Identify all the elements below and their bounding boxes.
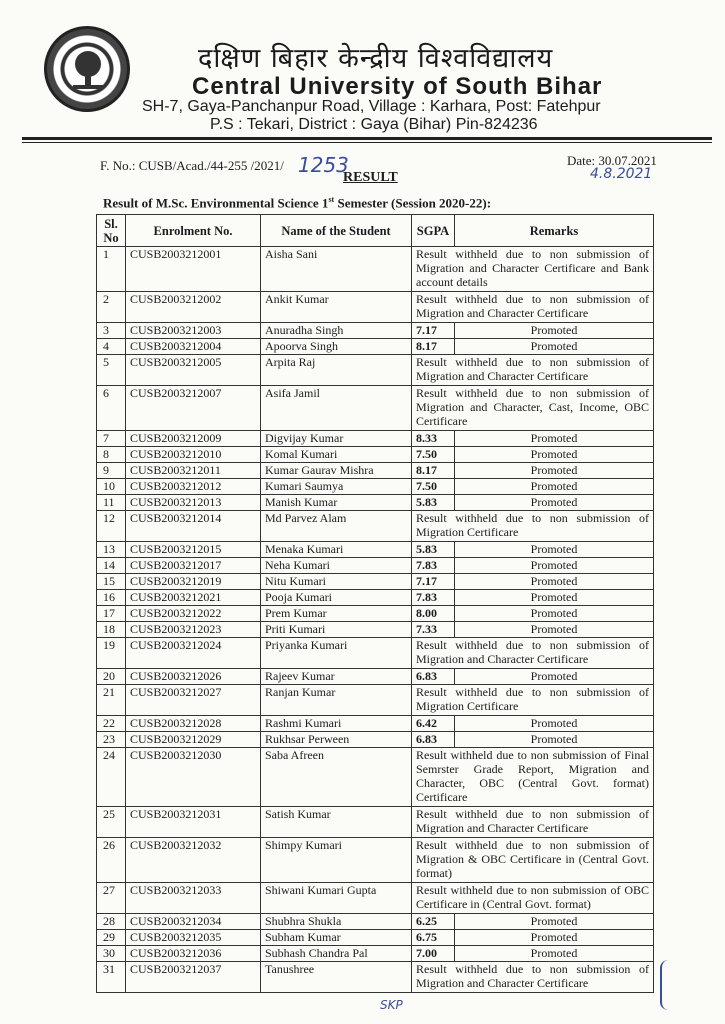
header-enrolment-no: Enrolment No. — [126, 215, 261, 247]
cell-sgpa: 5.83 — [412, 542, 455, 558]
cell-remarks: Result withheld due to non submission of Migration Certificare — [412, 685, 654, 716]
cell-remarks: Promoted — [455, 606, 654, 622]
cell-sl-no: 7 — [97, 431, 126, 447]
cell-remarks: Promoted — [455, 946, 654, 962]
cell-remarks: Promoted — [455, 558, 654, 574]
cell-enrolment-no: CUSB2003212030 — [126, 748, 261, 807]
table-row — [97, 431, 654, 447]
table-row — [97, 732, 654, 748]
result-subheading: Result of M.Sc. Environmental Science 1st Semester (Session 2020-22): — [103, 195, 492, 211]
cell-remarks: Result withheld due to non submission of OBC Certificare in (Central Govt. format) — [412, 883, 654, 914]
table-row — [97, 355, 654, 386]
cell-enrolment-no: CUSB2003212014 — [126, 511, 261, 542]
cell-enrolment-no: CUSB2003212003 — [126, 323, 261, 339]
cell-enrolment-no: CUSB2003212037 — [126, 962, 261, 993]
table-row — [97, 962, 654, 993]
header-sgpa: SGPA — [412, 215, 455, 247]
table-header-row — [97, 215, 654, 247]
cell-enrolment-no: CUSB2003212023 — [126, 622, 261, 638]
cell-sl-no: 4 — [97, 339, 126, 355]
cell-sl-no: 1 — [97, 247, 126, 292]
cell-sgpa: 8.33 — [412, 431, 455, 447]
cell-student-name: Rashmi Kumari — [261, 716, 412, 732]
cell-remarks: Promoted — [455, 669, 654, 685]
cell-remarks: Promoted — [455, 463, 654, 479]
cell-student-name: Neha Kumari — [261, 558, 412, 574]
address-line-1: SH-7, Gaya-Panchanpur Road, Village : Karhara, Post: Fatehpur — [142, 98, 601, 115]
table-row — [97, 479, 654, 495]
document-title: RESULT — [343, 170, 398, 185]
cell-sl-no: 26 — [97, 838, 126, 883]
cell-student-name: Rajeev Kumar — [261, 669, 412, 685]
cell-remarks: Result withheld due to non submission of Migration and Character Certificare and Bank account details — [412, 247, 654, 292]
cell-student-name: Asifa Jamil — [261, 386, 412, 431]
header-sl-no: Sl. No — [97, 215, 126, 247]
cell-student-name: Manish Kumar — [261, 495, 412, 511]
cell-sgpa: 7.00 — [412, 946, 455, 962]
cell-remarks: Promoted — [455, 716, 654, 732]
cell-student-name: Digvijay Kumar — [261, 431, 412, 447]
cell-enrolment-no: CUSB2003212035 — [126, 930, 261, 946]
cell-sl-no: 5 — [97, 355, 126, 386]
table-row — [97, 606, 654, 622]
header-student-name: Name of the Student — [261, 215, 412, 247]
cell-enrolment-no: CUSB2003212026 — [126, 669, 261, 685]
cell-student-name: Satish Kumar — [261, 807, 412, 838]
cell-remarks: Result withheld due to non submission of Migration and Character Certificare — [412, 962, 654, 993]
table-row — [97, 447, 654, 463]
table-row — [97, 323, 654, 339]
cell-sl-no: 8 — [97, 447, 126, 463]
cell-sgpa: 6.83 — [412, 669, 455, 685]
cell-enrolment-no: CUSB2003212005 — [126, 355, 261, 386]
cell-enrolment-no: CUSB2003212031 — [126, 807, 261, 838]
cell-sgpa: 7.50 — [412, 447, 455, 463]
cell-remarks: Result withheld due to non submission of Migration and Character Certificare — [412, 355, 654, 386]
cell-student-name: Aisha Sani — [261, 247, 412, 292]
cell-sgpa: 5.83 — [412, 495, 455, 511]
table-row — [97, 716, 654, 732]
cell-sl-no: 23 — [97, 732, 126, 748]
cell-enrolment-no: CUSB2003212010 — [126, 447, 261, 463]
cell-sl-no: 21 — [97, 685, 126, 716]
cell-remarks: Promoted — [455, 930, 654, 946]
cell-remarks: Promoted — [455, 323, 654, 339]
cell-remarks: Promoted — [455, 447, 654, 463]
cell-student-name: Prem Kumar — [261, 606, 412, 622]
cell-sgpa: 8.17 — [412, 463, 455, 479]
table-row — [97, 946, 654, 962]
cell-student-name: Md Parvez Alam — [261, 511, 412, 542]
file-number: F. No.: CUSB/Acad./44-255 /2021/ — [100, 158, 284, 173]
cell-sl-no: 14 — [97, 558, 126, 574]
cell-student-name: Shubhra Shukla — [261, 914, 412, 930]
cell-sgpa: 7.17 — [412, 323, 455, 339]
cell-enrolment-no: CUSB2003212017 — [126, 558, 261, 574]
table-row — [97, 386, 654, 431]
cell-student-name: Subham Kumar — [261, 930, 412, 946]
cell-sgpa: 7.83 — [412, 558, 455, 574]
table-row — [97, 574, 654, 590]
cell-enrolment-no: CUSB2003212024 — [126, 638, 261, 669]
cell-sgpa: 6.83 — [412, 732, 455, 748]
cell-student-name: Saba Afreen — [261, 748, 412, 807]
cell-sgpa: 7.50 — [412, 479, 455, 495]
cell-student-name: Rukhsar Perween — [261, 732, 412, 748]
cell-sl-no: 15 — [97, 574, 126, 590]
cell-sl-no: 2 — [97, 292, 126, 323]
cell-enrolment-no: CUSB2003212012 — [126, 479, 261, 495]
cell-enrolment-no: CUSB2003212036 — [126, 946, 261, 962]
table-row — [97, 748, 654, 807]
cell-student-name: Ranjan Kumar — [261, 685, 412, 716]
table-row — [97, 590, 654, 606]
cell-sl-no: 31 — [97, 962, 126, 993]
cell-remarks: Promoted — [455, 431, 654, 447]
cell-remarks: Promoted — [455, 339, 654, 355]
table-row — [97, 463, 654, 479]
cell-student-name: Komal Kumari — [261, 447, 412, 463]
cell-sl-no: 9 — [97, 463, 126, 479]
cell-enrolment-no: CUSB2003212001 — [126, 247, 261, 292]
cell-remarks: Promoted — [455, 479, 654, 495]
cell-sl-no: 17 — [97, 606, 126, 622]
pen-mark — [660, 960, 676, 1010]
cell-enrolment-no: CUSB2003212021 — [126, 590, 261, 606]
cell-sgpa: 7.33 — [412, 622, 455, 638]
table-row — [97, 669, 654, 685]
cell-enrolment-no: CUSB2003212029 — [126, 732, 261, 748]
cell-enrolment-no: CUSB2003212022 — [126, 606, 261, 622]
cell-student-name: Nitu Kumari — [261, 574, 412, 590]
cell-sgpa: 7.17 — [412, 574, 455, 590]
cell-sl-no: 22 — [97, 716, 126, 732]
cell-enrolment-no: CUSB2003212013 — [126, 495, 261, 511]
cell-sl-no: 10 — [97, 479, 126, 495]
cell-remarks: Promoted — [455, 622, 654, 638]
cell-enrolment-no: CUSB2003212011 — [126, 463, 261, 479]
table-row — [97, 542, 654, 558]
cell-enrolment-no: CUSB2003212034 — [126, 914, 261, 930]
cell-sl-no: 24 — [97, 748, 126, 807]
cell-sl-no: 20 — [97, 669, 126, 685]
cell-enrolment-no: CUSB2003212015 — [126, 542, 261, 558]
cell-sl-no: 13 — [97, 542, 126, 558]
cell-student-name: Menaka Kumari — [261, 542, 412, 558]
cell-sgpa: 8.00 — [412, 606, 455, 622]
cell-enrolment-no: CUSB2003212028 — [126, 716, 261, 732]
cell-remarks: Result withheld due to non submission of Migration and Character, Cast, Income, OBC Certificare — [412, 386, 654, 431]
cell-sgpa: 6.25 — [412, 914, 455, 930]
cell-sl-no: 27 — [97, 883, 126, 914]
cell-enrolment-no: CUSB2003212032 — [126, 838, 261, 883]
cell-sl-no: 29 — [97, 930, 126, 946]
cell-sl-no: 28 — [97, 914, 126, 930]
header-divider-thin — [22, 142, 712, 143]
header-remarks: Remarks — [455, 215, 654, 247]
cell-enrolment-no: CUSB2003212033 — [126, 883, 261, 914]
cell-remarks: Result withheld due to non submission of Migration and Character Certificare — [412, 807, 654, 838]
cell-remarks: Result withheld due to non submission of Migration and Character Certificare — [412, 638, 654, 669]
cell-student-name: Shimpy Kumari — [261, 838, 412, 883]
result-table — [96, 214, 654, 993]
cell-sgpa: 7.83 — [412, 590, 455, 606]
cell-sgpa: 8.17 — [412, 339, 455, 355]
cell-sl-no: 25 — [97, 807, 126, 838]
cell-sl-no: 16 — [97, 590, 126, 606]
cell-remarks: Promoted — [455, 590, 654, 606]
cell-enrolment-no: CUSB2003212004 — [126, 339, 261, 355]
cell-sgpa: 6.75 — [412, 930, 455, 946]
cell-remarks: Result withheld due to non submission of Migration & OBC Certificare in (Central Govt. format) — [412, 838, 654, 883]
cell-remarks: Promoted — [455, 914, 654, 930]
cell-sl-no: 19 — [97, 638, 126, 669]
cell-sl-no: 11 — [97, 495, 126, 511]
handwritten-date: 4.8.2021 — [590, 166, 653, 182]
cell-enrolment-no: CUSB2003212007 — [126, 386, 261, 431]
document-date: Date: 30.07.2021 — [567, 153, 657, 168]
cell-student-name: Subhash Chandra Pal — [261, 946, 412, 962]
table-row — [97, 638, 654, 669]
table-row — [97, 292, 654, 323]
cell-remarks: Promoted — [455, 732, 654, 748]
table-row — [97, 685, 654, 716]
cell-sl-no: 3 — [97, 323, 126, 339]
cell-student-name: Tanushree — [261, 962, 412, 993]
cell-sl-no: 6 — [97, 386, 126, 431]
table-row — [97, 883, 654, 914]
cell-sgpa: 6.42 — [412, 716, 455, 732]
cell-student-name: Arpita Raj — [261, 355, 412, 386]
handwritten-file-number: 1253 — [298, 153, 349, 177]
cell-student-name: Pooja Kumari — [261, 590, 412, 606]
cell-student-name: Kumar Gaurav Mishra — [261, 463, 412, 479]
table-row — [97, 511, 654, 542]
cell-enrolment-no: CUSB2003212009 — [126, 431, 261, 447]
cell-sl-no: 18 — [97, 622, 126, 638]
cell-student-name: Apoorva Singh — [261, 339, 412, 355]
cell-enrolment-no: CUSB2003212019 — [126, 574, 261, 590]
cell-remarks: Promoted — [455, 574, 654, 590]
table-row — [97, 838, 654, 883]
table-row — [97, 247, 654, 292]
header-divider — [22, 137, 712, 140]
cell-enrolment-no: CUSB2003212002 — [126, 292, 261, 323]
cell-student-name: Priyanka Kumari — [261, 638, 412, 669]
cell-remarks: Promoted — [455, 542, 654, 558]
table-row — [97, 495, 654, 511]
table-row — [97, 622, 654, 638]
university-name: Central University of South Bihar — [192, 73, 603, 100]
cell-remarks: Result withheld due to non submission of Migration Certificare — [412, 511, 654, 542]
university-logo — [44, 26, 130, 112]
cell-student-name: Kumari Saumya — [261, 479, 412, 495]
university-name-hindi: दक्षिण बिहार केन्द्रीय विश्वविद्यालय — [198, 43, 554, 74]
table-row — [97, 807, 654, 838]
table-row — [97, 339, 654, 355]
table-row — [97, 914, 654, 930]
cell-remarks: Promoted — [455, 495, 654, 511]
table-row — [97, 558, 654, 574]
cell-sl-no: 12 — [97, 511, 126, 542]
cell-remarks: Result withheld due to non submission of Migration and Character Certificare — [412, 292, 654, 323]
cell-remarks: Result withheld due to non submission of Final Semrster Grade Report, Migration and Character, OBC (Central Govt. format) Certificare — [412, 748, 654, 807]
cell-enrolment-no: CUSB2003212027 — [126, 685, 261, 716]
cell-student-name: Anuradha Singh — [261, 323, 412, 339]
cell-sl-no: 30 — [97, 946, 126, 962]
handwritten-initials: SKP — [380, 998, 403, 1012]
cell-student-name: Shiwani Kumari Gupta — [261, 883, 412, 914]
cell-student-name: Priti Kumari — [261, 622, 412, 638]
address-line-2: P.S : Tekari, District : Gaya (Bihar) Pin-824236 — [210, 116, 538, 133]
table-row — [97, 930, 654, 946]
cell-student-name: Ankit Kumar — [261, 292, 412, 323]
